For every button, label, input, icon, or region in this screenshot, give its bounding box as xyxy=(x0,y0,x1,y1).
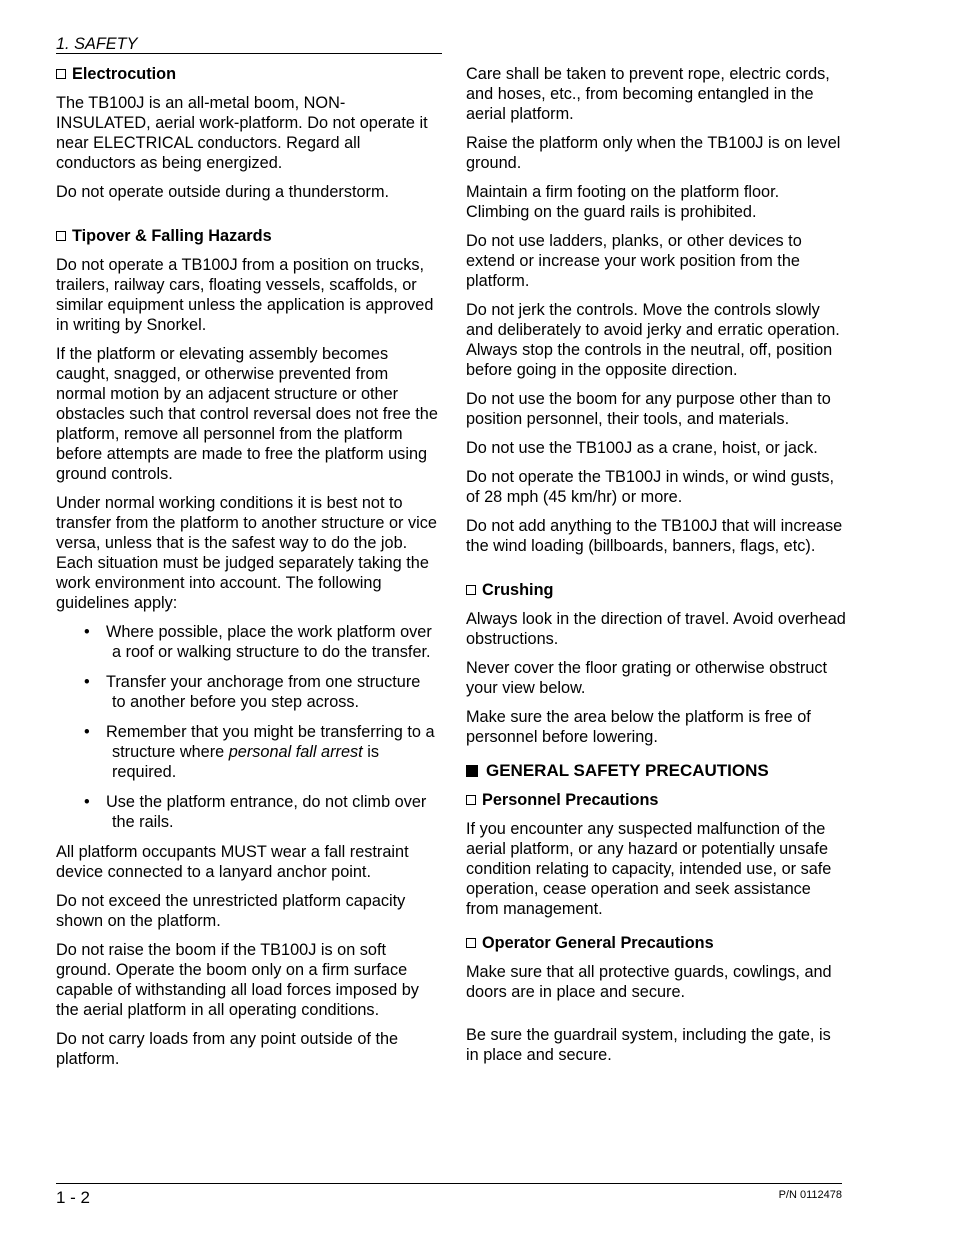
heading-electrocution-text: Electrocution xyxy=(72,65,177,83)
list-item-text: Remember that you might be transferring to a structure where xyxy=(106,723,435,761)
heading-general-safety-text: GENERAL SAFETY PRECAUTIONS xyxy=(486,761,769,780)
paragraph: Maintain a firm footing on the platform floor. Climbing on the guard rails is prohibited. xyxy=(466,183,780,221)
running-head-section-title: 1. SAFETY xyxy=(56,35,442,54)
paragraph: Be sure the guardrail system, including the gate, is in place and secure. xyxy=(466,1026,831,1064)
paragraph: If you encounter any suspected malfunction of the aerial platform, or any hazard or potentially unsafe condition relating to capacity, intended use, or safe operation, cease operation and seek assistance from management. xyxy=(466,820,832,918)
list-item-text: Where possible, place the work platform over a roof or walking structure to do the transfer. xyxy=(106,623,432,661)
left-column xyxy=(56,64,438,1078)
bullet-icon: • xyxy=(84,673,90,691)
heading-electrocution xyxy=(56,64,438,84)
paragraph: Do not use the TB100J as a crane, hoist, or jack. xyxy=(466,439,818,457)
paragraph: Do not jerk the controls. Move the controls slowly and deliberately to avoid jerky and erratic operation. Always stop the controls in the neutral, off, position before going in the opposite direction. xyxy=(466,301,840,379)
checkbox-square-icon xyxy=(56,231,66,241)
paragraph: Do not raise the boom if the TB100J is on soft ground. Operate the boom only on a firm surface capable of withstanding all load forces imposed by the aerial platform in all operating conditions. xyxy=(56,941,419,1019)
checkbox-square-icon xyxy=(56,69,66,79)
list-item xyxy=(84,792,438,832)
paragraph: Make sure the area below the platform is free of personnel before lowering. xyxy=(466,708,811,746)
page-number: 1 - 2 xyxy=(56,1188,91,1207)
part-number: P/N 0112478 xyxy=(778,1189,842,1201)
paragraph: Do not operate outside during a thunderstorm. xyxy=(56,183,390,201)
paragraph: Care shall be taken to prevent rope, electric cords, and hoses, etc., from becoming entangled in the aerial platform. xyxy=(466,65,830,123)
checkbox-square-icon xyxy=(466,585,476,595)
checkbox-square-icon xyxy=(466,795,476,805)
heading-crushing xyxy=(466,580,846,600)
paragraph: Do not add anything to the TB100J that will increase the wind loading (billboards, banners, flags, etc). xyxy=(466,517,843,555)
bullet-icon: • xyxy=(84,623,90,641)
solid-square-icon xyxy=(466,765,478,777)
list-item xyxy=(84,672,438,712)
list-item-text: is required. xyxy=(112,743,379,781)
paragraph: All platform occupants MUST wear a fall restraint device connected to a lanyard anchor point. xyxy=(56,843,409,881)
list-item-text: Use the platform entrance, do not climb over the rails. xyxy=(106,793,427,831)
paragraph: Never cover the floor grating or otherwise obstruct your view below. xyxy=(466,659,828,697)
list-item xyxy=(84,722,438,782)
heading-operator-text: Operator General Precautions xyxy=(482,934,714,952)
paragraph: Do not exceed the unrestricted platform capacity shown on the platform. xyxy=(56,892,406,930)
paragraph: Always look in the direction of travel. Avoid overhead obstructions. xyxy=(466,610,846,648)
heading-tipover xyxy=(56,226,438,246)
list-item-text: Transfer your anchorage from one structure to another before you step across. xyxy=(106,673,421,711)
paragraph: Make sure that all protective guards, cowlings, and doors are in place and secure. xyxy=(466,963,832,1001)
paragraph: The TB100J is an all-metal boom, NON-INSULATED, aerial work-platform. Do not operate it near ELECTRICAL conductors. Regard all conductors as being energized. xyxy=(56,94,428,172)
paragraph: If the platform or elevating assembly becomes caught, snagged, or otherwise prevented from normal motion by an adjacent structure or other obstacles such that control reversal does not free the platform, remove all personnel from the platform before attempts are made to free the platform using ground controls. xyxy=(56,345,438,483)
paragraph: Do not use ladders, planks, or other devices to extend or increase your work position from the platform. xyxy=(466,232,802,290)
heading-crushing-text: Crushing xyxy=(482,581,554,599)
heading-general-safety xyxy=(466,761,846,781)
paragraph: Do not operate a TB100J from a position on trucks, trailers, railway cars, floating vessels, scaffolds, or similar equipment unless the application is approved in writing by Snorkel. xyxy=(56,256,434,334)
paragraph: Do not carry loads from any point outside of the platform. xyxy=(56,1030,399,1068)
bullet-icon: • xyxy=(84,723,90,741)
paragraph: Do not use the boom for any purpose other than to position personnel, their tools, and materials. xyxy=(466,390,831,428)
heading-tipover-text: Tipover & Falling Hazards xyxy=(72,227,272,245)
heading-personnel xyxy=(466,790,846,810)
right-column xyxy=(466,64,846,1074)
paragraph: Do not operate the TB100J in winds, or wind gusts, of 28 mph (45 km/hr) or more. xyxy=(466,468,835,506)
paragraph: Raise the platform only when the TB100J is on level ground. xyxy=(466,134,841,172)
list-item-emphasis: personal fall arrest xyxy=(228,743,363,761)
footer-divider xyxy=(56,1183,842,1184)
checkbox-square-icon xyxy=(466,938,476,948)
heading-personnel-text: Personnel Precautions xyxy=(482,791,659,809)
guidelines-list xyxy=(56,622,438,832)
bullet-icon: • xyxy=(84,793,90,811)
paragraph: Under normal working conditions it is best not to transfer from the platform to another structure or vice versa, unless that is the safest way to do the job. Each situation must be judged separately taking the work environment into account. The following guidelines apply: xyxy=(56,494,437,612)
heading-operator xyxy=(466,933,846,953)
list-item xyxy=(84,622,438,662)
